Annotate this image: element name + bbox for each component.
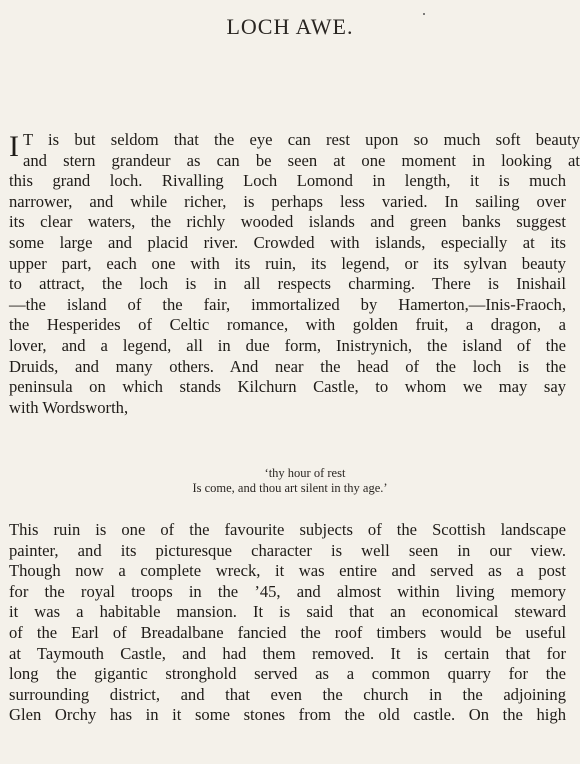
quote-line: ‘thy hour of rest [264, 466, 346, 480]
text-line: this grand loch. Rivalling Loch Lomond in length, it is much [9, 171, 566, 191]
text-line: —the island of the fair, immortalized by Hamerton,—Inis-Fraoch, [9, 294, 566, 314]
text-line: its clear waters, the richly wooded islands and green banks suggest [9, 212, 566, 232]
text-line: upper part, each one with its ruin, its legend, or its sylvan beauty [9, 253, 566, 273]
page-title: LOCH AWE. [226, 14, 354, 39]
text-line: with Wordsworth, [9, 397, 129, 417]
text-line: lover, and a legend, all in due form, Inistrynich, the island of the [9, 335, 566, 355]
text-line: the Hesperides of Celtic romance, with golden fruit, a dragon, a [9, 315, 566, 335]
drop-cap: I [9, 130, 19, 163]
text-line: of the Earl of Breadalbane fancied the roof timbers would be useful [9, 622, 566, 642]
text-line: at Taymouth Castle, and had them removed. It is certain that for [9, 643, 566, 663]
text-line: peninsula on which stands Kilchurn Castle, to whom we may say [9, 377, 566, 397]
paragraph-1 [9, 130, 580, 418]
text-line: to attract, the loch is in all respects charming. There is Inishail [9, 274, 566, 294]
text-line: Glen Orchy has in it some stones from the old castle. On the high [9, 705, 566, 725]
text-line: painter, and its picturesque character is well seen in our view. [9, 540, 566, 560]
text-line: for the royal troops in the ’45, and almost within living memory [9, 581, 566, 601]
ink-speck [423, 13, 425, 15]
text-line: some large and placid river. Crowded with islands, especially at its [9, 232, 566, 252]
text-line: Though now a complete wreck, it was entire and served as a post [9, 561, 566, 581]
text-line: it was a habitable mansion. It is said that an economical steward [9, 602, 566, 622]
paragraph-2 [9, 520, 566, 726]
text-line: long the gigantic stronghold served as a common quarry for the [9, 664, 566, 684]
text-line: Druids, and many others. And near the head of the loch is the [9, 356, 566, 376]
quote-line: Is come, and thou art silent in thy age.’ [192, 481, 388, 495]
text-line: This ruin is one of the favourite subjects of the Scottish landscape [9, 520, 566, 539]
text-line: T is but seldom that the eye can rest upon so much soft beauty [23, 130, 580, 149]
text-line: narrower, and while richer, is perhaps less varied. In sailing over [9, 191, 566, 211]
text-line: surrounding district, and that even the church in the adjoining [9, 684, 566, 704]
text-line: and stern grandeur as can be seen at one moment in looking at [23, 150, 580, 170]
verse-quotation [0, 466, 580, 496]
